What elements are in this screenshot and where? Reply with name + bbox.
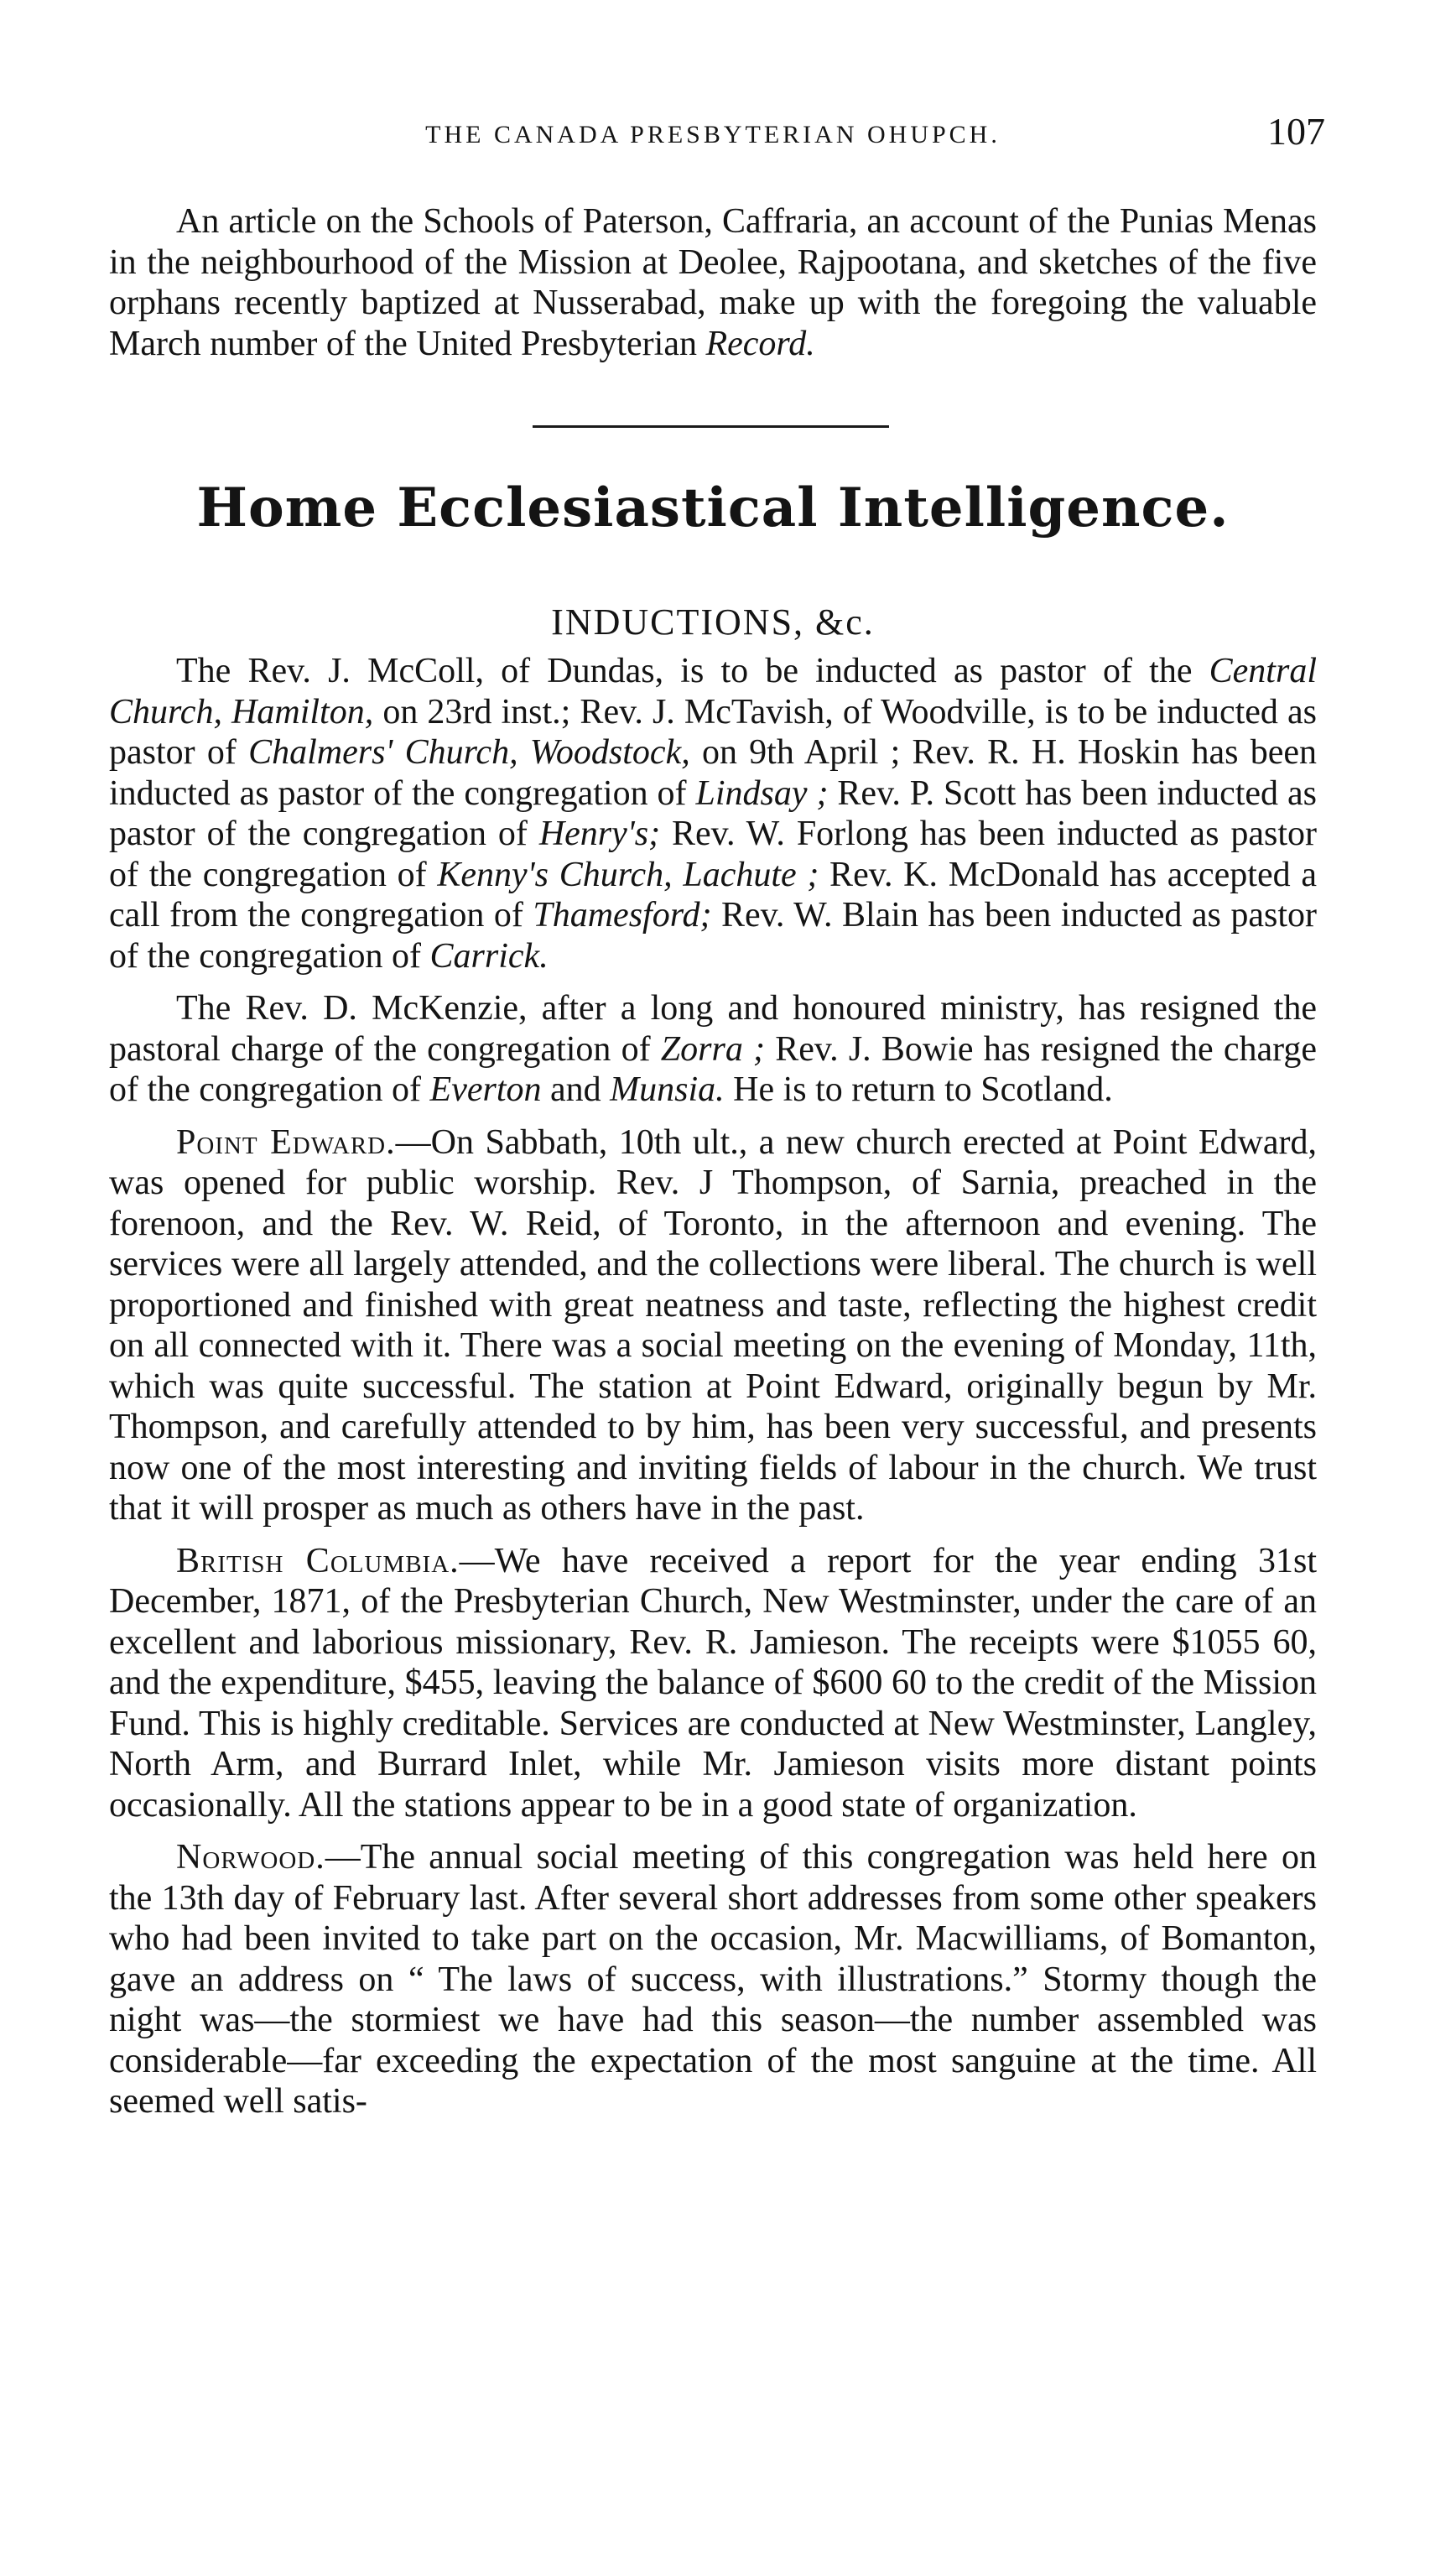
resignations-run: He is to return to Scotland. <box>724 1070 1113 1109</box>
inductions-run: Henry's; <box>538 815 661 853</box>
inductions-run: Rev. W. Forlong has been inducted as pastor of the congregation of <box>109 815 1317 894</box>
point-edward-text: —On Sabbath, 10th ult., a new church erected at Point Edward, was opened for public worship. Rev. J Thompson, of Sarnia, preached in the forenoon, and the Rev. W. Reid, of Toronto, in the afternoon and evening. The services were all largely attended, and the collections were liberal. The church is well proportioned and finished with great neatness and taste, reflecting the highest credit on all connected with it. There was a social meeting on the evening of Monday, 11th, which was quite successful. The station at Point Edward, originally begun by Mr. Thompson, and carefully attended to by him, has been very successful, and presents now one of the most interesting and inviting fields of labour in the church. We trust that it will prosper as much as others have in the past. <box>109 1122 1317 1528</box>
inductions-run: Chalmers' Church, Woodstock, <box>248 733 690 772</box>
inductions-run: Central Church, Hamilton, <box>109 652 1317 731</box>
resignations-run: and <box>541 1070 611 1109</box>
inductions-run: Rev. W. Blain has been inducted as pastor of the congregation of <box>109 896 1318 976</box>
resignations-run: Everton <box>429 1070 542 1109</box>
inductions-paragraph <box>109 651 1317 976</box>
british-columbia-text: —We have received a report for the year ending 31st December, 1871, of the Presbyterian Church, New Westminster, under the care of an excellent and laborious missionary, Rev. R. Jamieson. The receipts were $1055 60, and the expenditure, $455, leaving the balance of $600 60 to the credit of the Mission Fund. This is highly creditable. Services are conducted at New Westminster, Langley, North Arm, and Burrard Inlet, while Mr. Jamieson visits more distant points occasionally. All the stations appear to be in a good state of organization. <box>109 1541 1317 1825</box>
section-divider <box>533 425 889 428</box>
sub-heading: INDUCTIONS, &c. <box>551 601 875 643</box>
intro-paragraph <box>109 201 1317 364</box>
norwood-paragraph <box>109 1837 1317 2122</box>
resignations-paragraph <box>109 988 1317 1111</box>
resignations-run: The Rev. D. McKenzie, after a long and honoured ministry, has resigned the pastoral charge of the congregation of <box>109 989 1317 1069</box>
inductions-run: The Rev. J. McColl, of Dundas, is to be inducted as pastor of the <box>176 652 1209 690</box>
section-heading: Home Ecclesiastical Intelligence. <box>196 476 1230 539</box>
intro-text: An article on the Schools of Paterson, Caffraria, an account of the Punias Menas in the neighbourhood of the Mission at Deolee, Rajpootana, and sketches of the five orphans recently baptized at Nusserabad, make up with the foregoing the valuable March number of the United Presbyterian <box>109 202 1317 363</box>
page-number: 107 <box>1267 110 1325 153</box>
norwood-label: Norwood. <box>176 1838 325 1877</box>
point-edward-label: Point Edward. <box>176 1122 396 1162</box>
inductions-run: Lindsay ; <box>695 773 829 813</box>
resignations-run: Munsia. <box>610 1070 725 1109</box>
british-columbia-label: British Columbia. <box>176 1541 460 1580</box>
norwood-text: —The annual social meeting of this congregation was held here on the 13th day of February last. After several short addresses from some other speakers who had been invited to take part on the occasion, Mr. Macwilliams, of Bomanton, gave an address on “ The laws of success, with illustrations.” Stormy though the night was—the stormiest we have had this season—the number assembled was considerable—far exceeding the expectation of the most sanguine at the time. All seemed well satis- <box>109 1838 1317 2121</box>
inductions-run: on 9th April ; Rev. R. H. Hoskin has been inducted as pastor of the congregation of <box>109 733 1317 813</box>
inductions-run: Thamesford; <box>533 896 712 934</box>
intro-paragraph-block <box>109 201 1317 376</box>
running-title: THE CANADA PRESBYTERIAN OHUPCH. <box>425 121 1001 148</box>
point-edward-paragraph <box>109 1122 1317 1529</box>
news-column <box>109 651 1317 2134</box>
inductions-run: Rev. P. Scott has been inducted as pastor of the congregation of <box>109 773 1317 853</box>
resignations-run: Zorra ; <box>660 1029 766 1069</box>
book-page <box>109 0 1325 2551</box>
inductions-run: Carrick. <box>429 936 549 976</box>
running-head <box>109 104 1325 154</box>
inductions-run: Kenny's Church, Lachute ; <box>437 855 819 894</box>
resignations-run: Rev. J. Bowie has resigned the charge of the congregation of <box>109 1029 1317 1109</box>
british-columbia-paragraph <box>109 1541 1317 1826</box>
inductions-run: on 23rd inst.; Rev. J. McTavish, of Woodville, is to be inducted as pastor of <box>109 692 1317 772</box>
inductions-run: Rev. K. McDonald has accepted a call from the congregation of <box>109 855 1317 934</box>
intro-italic: Record. <box>705 324 815 363</box>
